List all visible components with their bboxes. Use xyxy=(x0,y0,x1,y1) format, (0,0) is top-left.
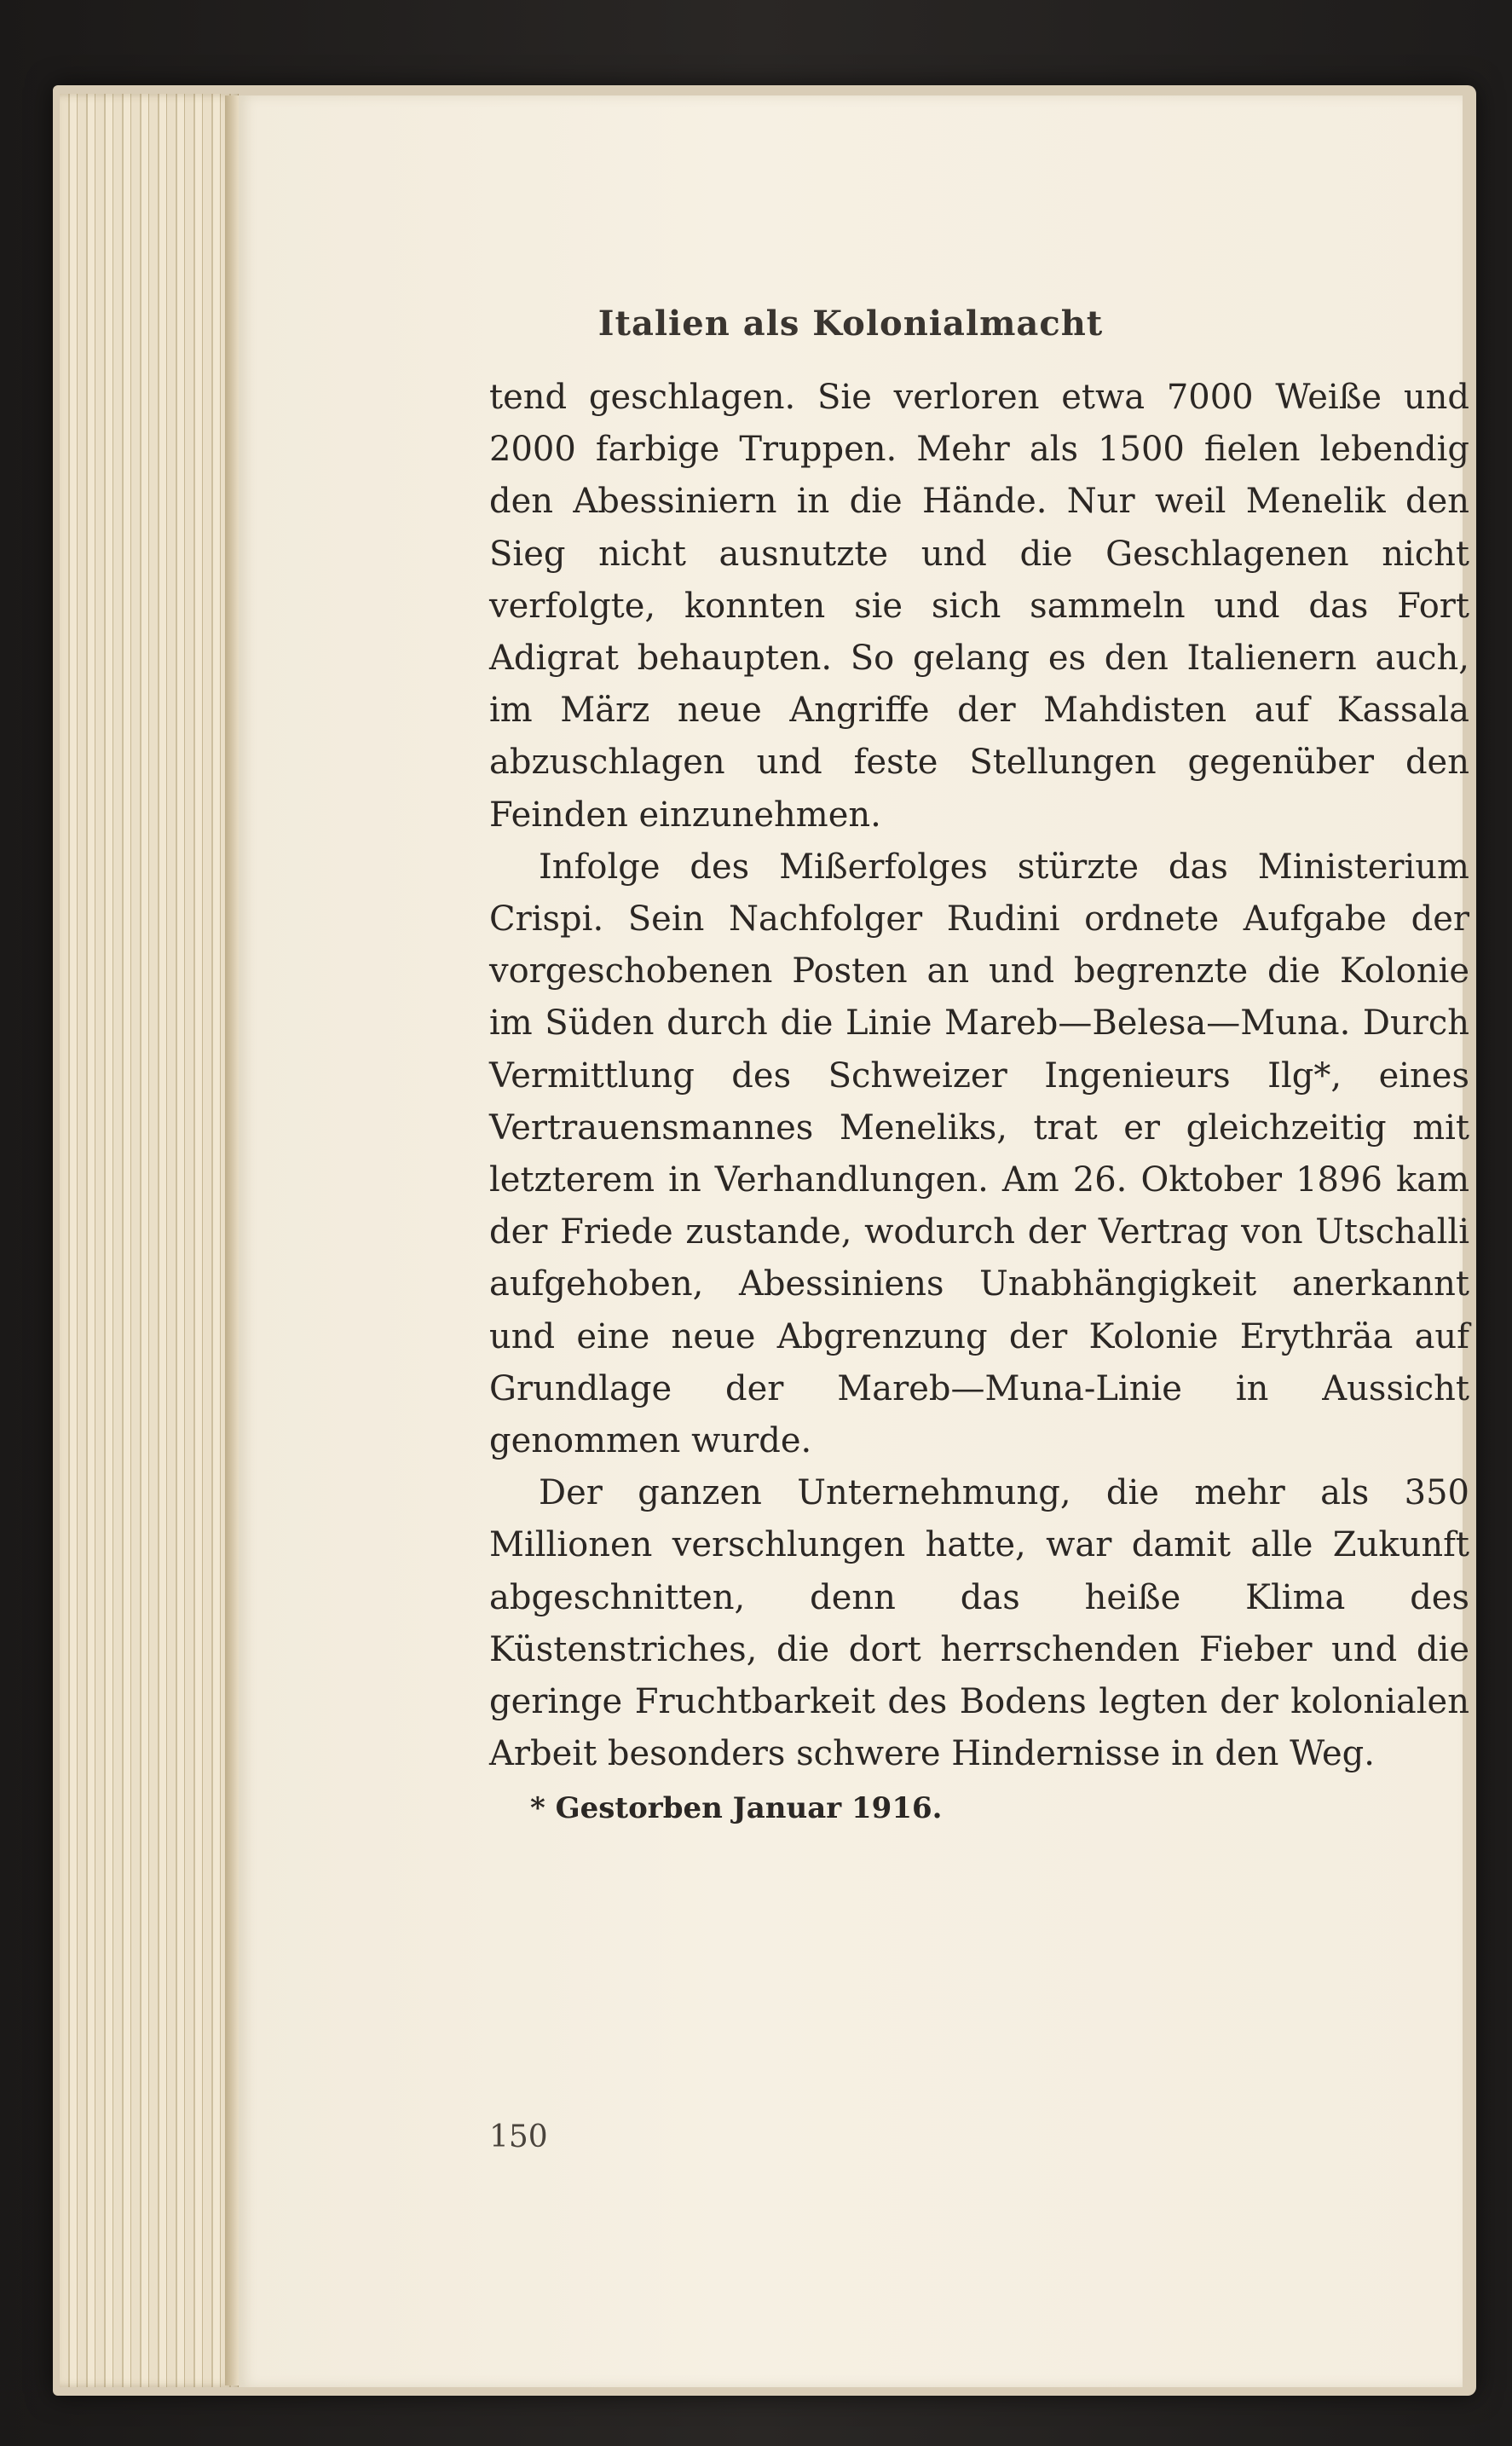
paragraph-1: tend geschlagen. Sie verloren etwa 7000 Weiße und 2000 farbige Truppen. Mehr als 1500 fielen lebendig den Abessiniern in die Hände. Nur weil Menelik den Sieg nicht ausnutzte und die Geschlagenen nicht verfolgte, konnten sie sich sammeln und das Fort Adigrat behaupten. So gelang es den Italienern auch, im März neue Angriffe der Mahdisten auf Kassala abzuschlagen und feste Stellungen gegenüber den Feinden einzunehmen. xyxy=(489,378,1469,835)
footnote: * Gestorben Januar 1916. xyxy=(530,1791,943,1826)
paragraph-2: Infolge des Mißerfolges stürzte das Ministerium Crispi. Sein Nachfolger Rudini ordnete Aufgabe der vorgeschobenen Posten an und begrenzte die Kolonie im Süden durch die Linie Mareb—Belesa—Muna. Durch Vermittlung des Schweizer Ingenieurs Ilg*, eines Vertrauensmannes Meneliks, trat er gleichzeitig mit letzterem in Verhandlungen. Am 26. Oktober 1896 kam der Friede zustande, wodurch der Vertrag von Utschalli aufgehoben, Abessiniens Unabhängigkeit anerkannt und eine neue Abgrenzung der Kolonie Erythräa auf Grundlage der Mareb—Muna-Linie in Aussicht genommen wurde. xyxy=(489,847,1469,1461)
page-number: 150 xyxy=(489,2119,548,2154)
page-edges xyxy=(60,94,239,2387)
body-text xyxy=(489,372,1469,1836)
running-head: Italien als Kolonialmacht xyxy=(597,304,1104,344)
page-gutter xyxy=(225,95,239,2385)
paragraph-3: Der ganzen Unternehmung, die mehr als 350 Millionen verschlungen hatte, war damit alle Zukunft abgeschnitten, denn das heiße Klima des Küstenstriches, die dort herrschenden Fieber und die geringe Fruchtbarkeit des Bodens legten der kolonialen Arbeit besonders schwere Hindernisse in den Weg. xyxy=(489,1473,1469,1774)
